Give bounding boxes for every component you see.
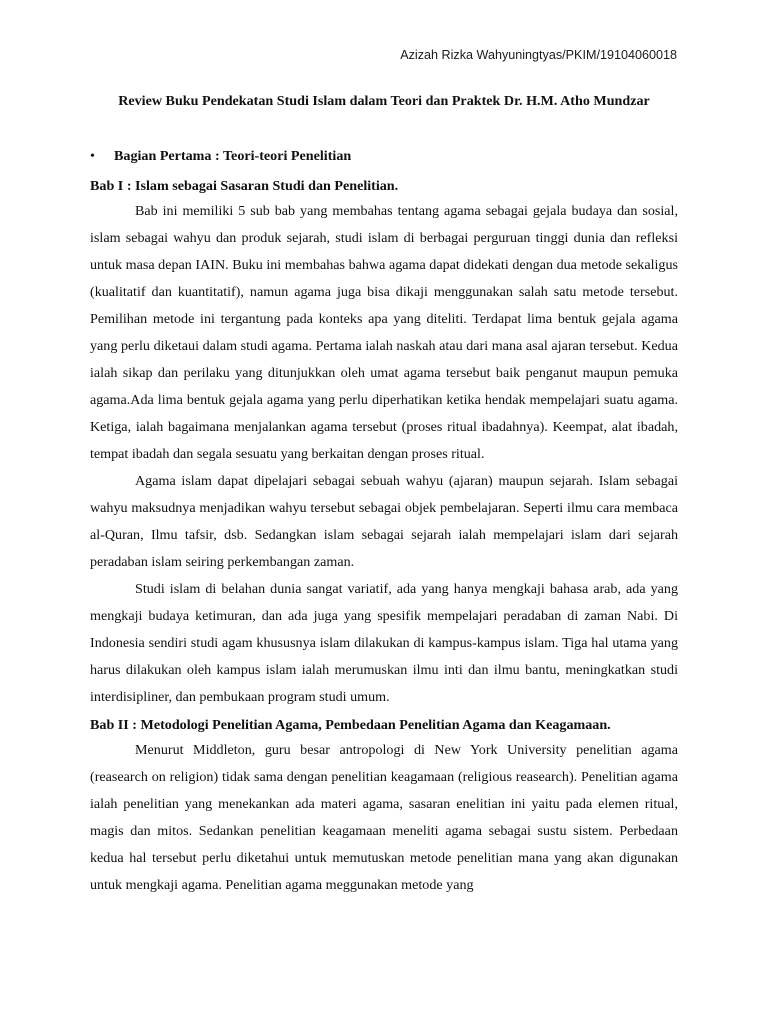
author-line: Azizah Rizka Wahyuningtyas/PKIM/19104060018 (400, 48, 677, 62)
section-heading-label: Bagian Pertama : Teori-teori Penelitian (114, 148, 352, 164)
bullet-icon: • (90, 148, 95, 164)
section-heading (90, 148, 351, 165)
chapter-heading-2: Bab II : Metodologi Penelitian Agama, Pembedaan Penelitian Agama dan Keagamaan. (90, 717, 611, 733)
document-title: Review Buku Pendekatan Studi Islam dalam Teori dan Praktek Dr. H.M. Atho Mundzar (118, 93, 650, 109)
paragraph: Agama islam dapat dipelajari sebagai sebuah wahyu (ajaran) maupun sejarah. Islam sebagai wahyu maksudnya menjadikan wahyu tersebut sebagai objek pembelajaran. Seperti ilmu cara membaca al-Quran, Ilmu tafsir, dsb. Sedangkan islam sebagai sejarah ialah mempelajari islam dari sejarah peradaban islam seiring perkembangan zaman. (90, 473, 678, 570)
chapter-heading-1: Bab I : Islam sebagai Sasaran Studi dan Penelitian. (90, 178, 399, 194)
document-body (90, 174, 678, 899)
paragraph: Menurut Middleton, guru besar antropologi di New York University penelitian agama (reasearch on religion) tidak sama dengan penelitian keagamaan (religious reasearch). Penelitian agama ialah penelitian yang menekankan ada materi agama, sasaran enelitian ini yaitu pada elemen ritual, magis dan mitos. Sedankan penelitian keagamaan meneliti agama sebagai sustu sistem. Perbedaan kedua hal tersebut perlu diketahui untuk memutuskan metode penelitian mana yang akan digunakan untuk mengkaji agama. Penelitian agama meggunakan metode yang (90, 742, 678, 893)
paragraph: Studi islam di belahan dunia sangat variatif, ada yang hanya mengkaji bahasa arab, ada yang mengkaji budaya ketimuran, dan ada juga yang spesifik mempelajari peradaban di zaman Nabi. Di Indonesia sendiri studi agam khususnya islam dilakukan di kampus-kampus islam. Tiga hal utama yang harus dilakukan oleh kampus islam ialah merumuskan ilmu inti dan ilmu bantu, meningkatkan studi interdisipliner, dan pembukaan program studi umum. (90, 581, 678, 705)
paragraph: Bab ini memiliki 5 sub bab yang membahas tentang agama sebagai gejala budaya dan sosial, islam sebagai wahyu dan produk sejarah, studi islam di berbagai perguruan tinggi dunia dan refleksi untuk masa depan IAIN. Buku ini membahas bahwa agama dapat didekati dengan dua metode sekaligus (kualitatif dan kuantitatif), namun agama juga bisa dikaji menggunakan salah satu metode tersebut. Pemilihan metode ini tergantung pada konteks apa yang diteliti. Terdapat lima bentuk gejala agama yang perlu diketaui dalam studi agama. Pertama ialah naskah atau dari mana asal ajaran tersebut. Kedua ialah sikap dan perilaku yang ditunjukkan oleh umat agama tersebut baik penganut maupun pemuka agama.Ada lima bentuk gejala agama yang perlu diperhatikan ketika hendak mempelajari suatu agama. Ketiga, ialah bagaimana menjalankan agama tersebut (proses ritual ibadahnya). Keempat, alat ibadah, tempat ibadah dan segala sesuatu yang berkaitan dengan proses ritual. (90, 203, 678, 462)
